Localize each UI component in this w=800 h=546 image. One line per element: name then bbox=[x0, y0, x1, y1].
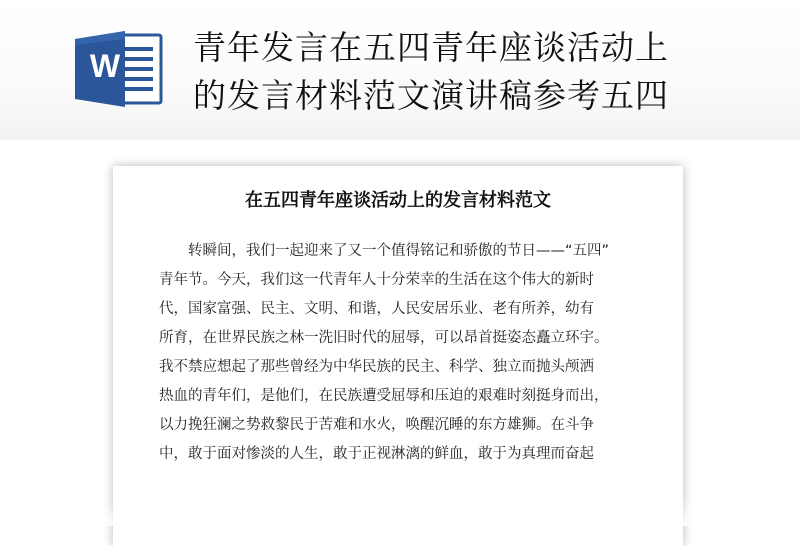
body-line: 代，国家富强、民主、文明、和谐，人民安居乐业、老有所养，幼有 bbox=[159, 301, 594, 317]
body-line: 中，敢于面对惨淡的人生，敢于正视淋漓的鲜血，敢于为真理而奋起 bbox=[159, 446, 594, 462]
body-line: 转瞬间，我们一起迎来了又一个值得铭记和骄傲的节日——“五四” bbox=[159, 243, 610, 259]
body-line: 青年节。今天，我们这一代青年人十分荣幸的生活在这个伟大的新时 bbox=[159, 272, 594, 288]
document-body bbox=[159, 237, 651, 469]
word-logo-letter: W bbox=[89, 48, 121, 84]
body-line: 所育，在世界民族之林一洗旧时代的屈辱，可以昂首挺姿态矗立环宇。 bbox=[159, 330, 609, 346]
body-line: 热血的青年们，是他们，在民族遭受屈辱和压迫的艰难时刻挺身而出， bbox=[159, 388, 609, 404]
title-line-2: 的发言材料范文演讲稿参考五四 bbox=[193, 76, 669, 115]
body-line: 我不禁应想起了那些曾经为中华民族的民主、科学、独立而抛头颅洒 bbox=[159, 359, 594, 375]
body-line: 以力挽狂澜之势救黎民于苦难和水火，唤醒沉睡的东方雄狮。在斗争 bbox=[159, 417, 594, 433]
page-title bbox=[193, 24, 783, 120]
title-line-1: 青年发言在五四青年座谈活动上 bbox=[193, 28, 669, 67]
document-title: 在五四青年座谈活动上的发言材料范文 bbox=[245, 190, 551, 211]
bottom-fade bbox=[0, 498, 800, 526]
document-page bbox=[113, 166, 683, 546]
